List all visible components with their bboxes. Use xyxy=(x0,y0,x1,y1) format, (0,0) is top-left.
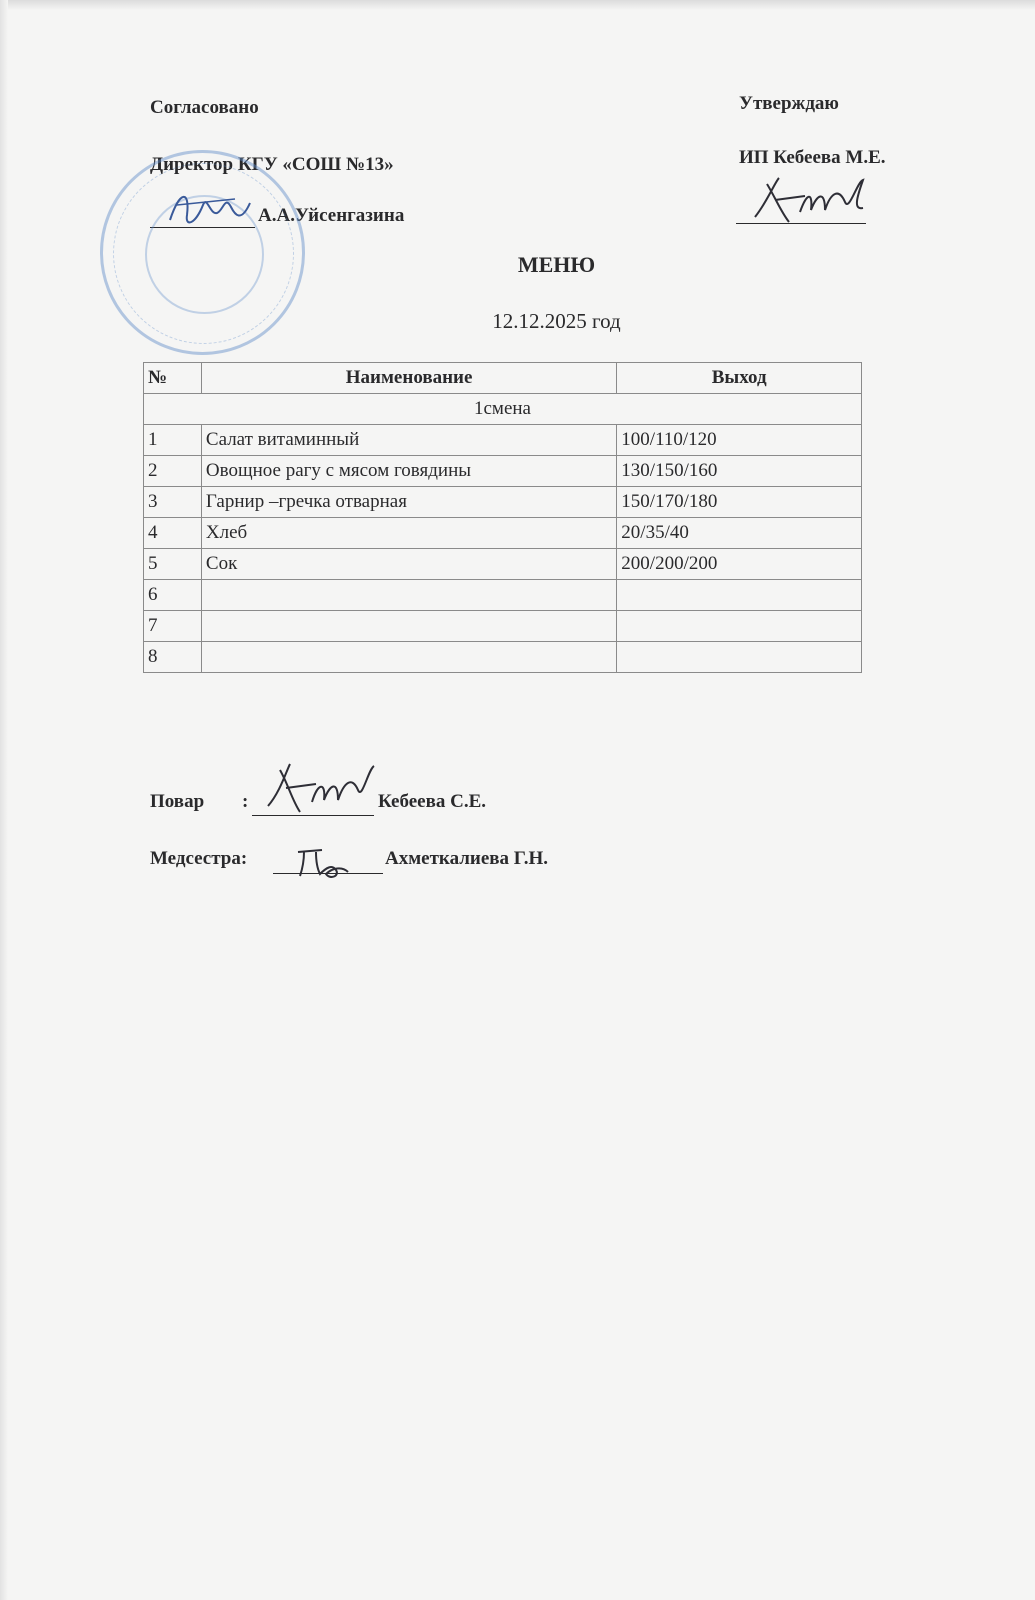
row-dish-name: Хлеб xyxy=(201,518,616,549)
table-row xyxy=(144,549,862,580)
row-dish-name: Салат витаминный xyxy=(201,425,616,456)
approver-signature-icon xyxy=(745,172,870,227)
row-number: 7 xyxy=(144,611,202,642)
header-output: Выход xyxy=(617,363,862,394)
table-row xyxy=(144,518,862,549)
table-row xyxy=(144,611,862,642)
nurse-label: Медсестра: xyxy=(150,848,248,869)
row-dish-name xyxy=(201,642,616,673)
table-header-row xyxy=(144,363,862,394)
row-output: 130/150/160 xyxy=(617,456,862,487)
table-row xyxy=(144,456,862,487)
row-dish-name: Сок xyxy=(201,549,616,580)
shift-row xyxy=(144,394,862,425)
row-output: 100/110/120 xyxy=(617,425,862,456)
approved-label: Утверждаю xyxy=(739,93,839,114)
row-number: 4 xyxy=(144,518,202,549)
table-row xyxy=(144,425,862,456)
row-number: 6 xyxy=(144,580,202,611)
menu-table xyxy=(143,362,862,673)
row-output xyxy=(617,642,862,673)
document-date: 12.12.2025 год xyxy=(492,309,621,333)
page-left-edge xyxy=(0,0,8,1600)
header-name: Наименование xyxy=(201,363,616,394)
row-output: 200/200/200 xyxy=(617,549,862,580)
nurse-signature-icon xyxy=(292,842,352,882)
director-signature-icon xyxy=(165,185,255,235)
approver-name: ИП Кебеева М.Е. xyxy=(739,147,886,168)
row-number: 3 xyxy=(144,487,202,518)
shift-label: 1смена xyxy=(144,394,862,425)
table-row xyxy=(144,487,862,518)
cook-colon: : xyxy=(242,791,249,812)
cook-name: Кебеева С.Е. xyxy=(378,791,487,812)
row-output: 20/35/40 xyxy=(617,518,862,549)
row-output xyxy=(617,580,862,611)
row-output: 150/170/180 xyxy=(617,487,862,518)
page-top-edge xyxy=(0,0,1035,10)
cook-label: Повар xyxy=(150,791,205,812)
document-title: МЕНЮ xyxy=(517,252,596,277)
agreed-label: Согласовано xyxy=(150,97,259,118)
row-dish-name: Овощное рагу с мясом говядины xyxy=(201,456,616,487)
row-number: 8 xyxy=(144,642,202,673)
table-row xyxy=(144,580,862,611)
header-number: № xyxy=(144,363,202,394)
table-row xyxy=(144,642,862,673)
director-name: А.А.Уйсенгазина xyxy=(258,205,405,226)
row-number: 5 xyxy=(144,549,202,580)
row-dish-name xyxy=(201,611,616,642)
row-number: 1 xyxy=(144,425,202,456)
director-title: Директор КГУ «СОШ №13» xyxy=(150,154,394,175)
row-dish-name: Гарнир –гречка отварная xyxy=(201,487,616,518)
nurse-name: Ахметкалиева Г.Н. xyxy=(385,848,549,869)
cook-signature-icon xyxy=(262,758,377,816)
row-output xyxy=(617,611,862,642)
row-dish-name xyxy=(201,580,616,611)
row-number: 2 xyxy=(144,456,202,487)
